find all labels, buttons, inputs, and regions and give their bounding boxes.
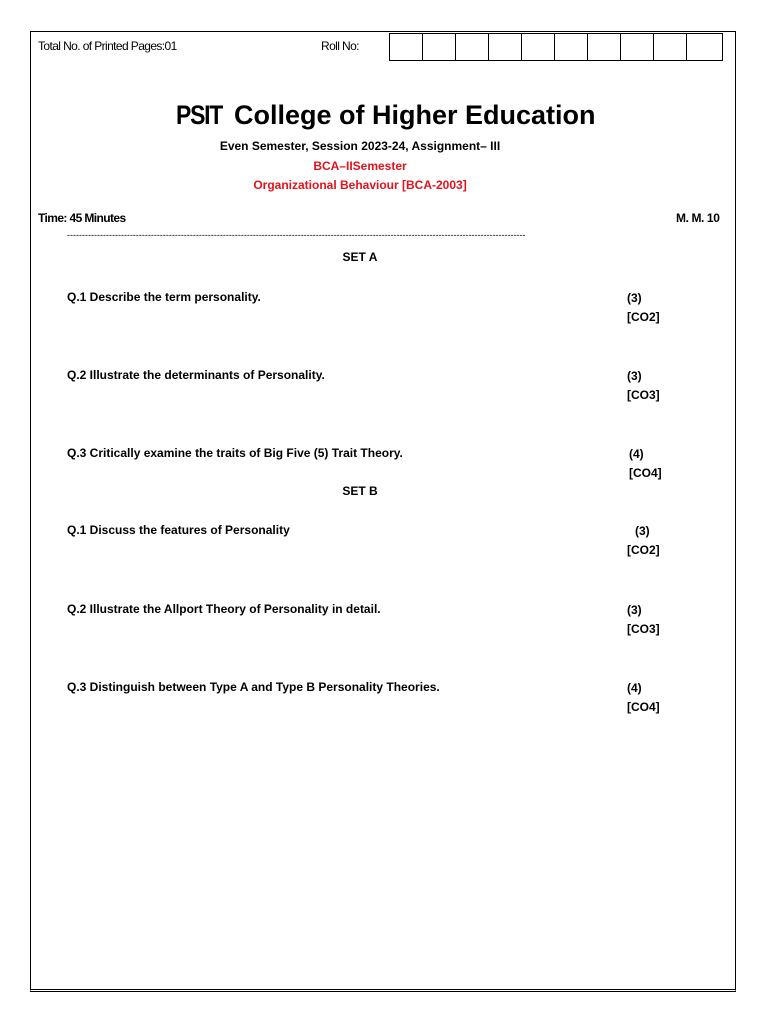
marks-value: (3) [627,291,642,305]
course-outcome: [CO2] [627,310,660,324]
college-name: College of Higher Education [234,100,596,130]
set-a-heading: SET A [342,250,378,264]
roll-no-cell [390,34,423,60]
roll-no-cell [687,34,722,60]
set-b-question-3: Q.3 Distinguish between Type A and Type B Personality Theories. [67,680,440,694]
roll-no-cell [621,34,654,60]
marks-value: (4) [629,447,644,461]
course-outcome: [CO3] [627,622,660,636]
college-title [0,100,768,131]
roll-no-cell [588,34,621,60]
roll-no-label: Roll No: [321,39,359,53]
set-a-question-1-marks [627,289,660,327]
roll-no-cell [423,34,456,60]
set-b-question-2-marks [627,601,660,639]
roll-no-boxes [389,33,723,61]
marks-value: (3) [627,369,642,383]
set-a-question-3: Q.3 Critically examine the traits of Big Five (5) Trait Theory. [67,446,403,460]
roll-no-cell [555,34,588,60]
set-a-question-3-marks [629,445,662,483]
set-b-heading: SET B [342,484,378,498]
max-marks-text: M. M. 10 [676,211,720,225]
course-outcome: [CO3] [627,388,660,402]
roll-no-cell [654,34,687,60]
course-outcome: [CO4] [629,466,662,480]
page-border [30,31,736,992]
set-b-question-2: Q.2 Illustrate the Allport Theory of Personality in detail. [67,602,381,616]
college-brand: PSIT [176,100,223,130]
roll-no-cell [489,34,522,60]
roll-no-cell [456,34,489,60]
total-pages-text: Total No. of Printed Pages:01 [38,39,177,53]
session-line: Even Semester, Session 2023-24, Assignment– III [219,139,501,153]
separator-line: --------------------------------------------------------------------------------------------------------------------------------------------------------- [67,230,526,240]
course-outcome: [CO4] [627,700,660,714]
set-b-question-1-marks [627,522,660,560]
set-b-question-3-marks [627,679,660,717]
marks-value: (4) [627,681,642,695]
program-line: BCA–IISemester [313,159,407,173]
marks-value: (3) [627,603,642,617]
subject-line: Organizational Behaviour [BCA-2003] [253,178,467,192]
course-outcome: [CO2] [627,543,660,557]
roll-no-cell [522,34,555,60]
set-b-question-1: Q.1 Discuss the features of Personality [67,523,290,537]
set-a-question-1: Q.1 Describe the term personality. [67,290,261,304]
marks-value: (3) [635,524,650,538]
set-a-question-2: Q.2 Illustrate the determinants of Personality. [67,368,325,382]
time-text: Time: 45 Minutes [38,211,126,225]
set-a-question-2-marks [627,367,660,405]
